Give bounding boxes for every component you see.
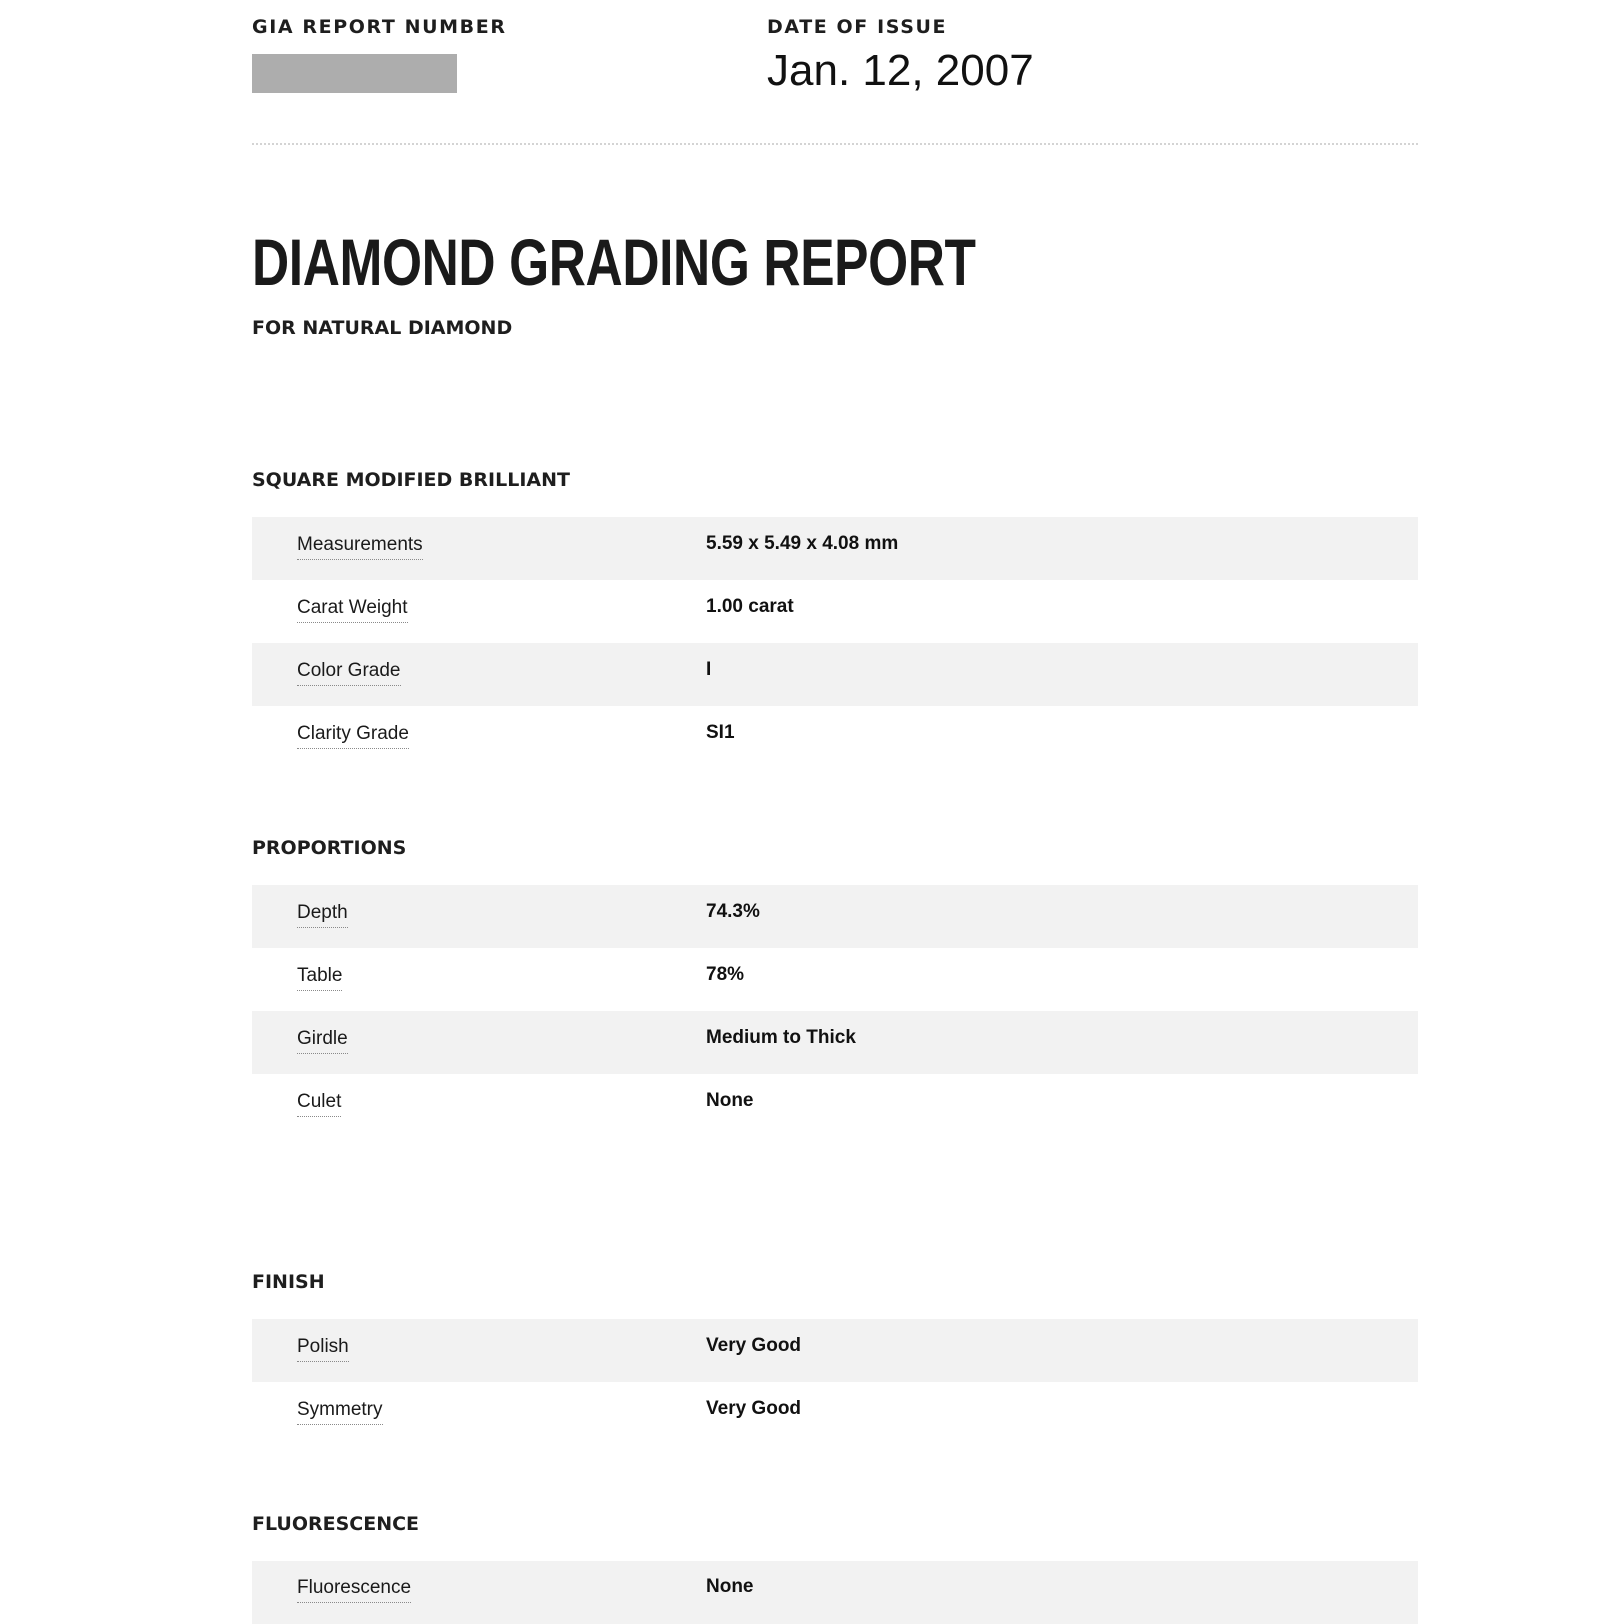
report-page: [252, 0, 1418, 1598]
table-value: 78%: [706, 964, 745, 985]
table-row: [252, 643, 1418, 706]
finish-section-heading: FINISH: [252, 1271, 325, 1293]
report-title: DIAMOND GRADING REPORT: [252, 225, 976, 299]
measurements-label[interactable]: Measurements: [297, 535, 423, 560]
table-row: [252, 1011, 1418, 1074]
date-of-issue-value: Jan. 12, 2007: [767, 46, 1034, 95]
table-row: [252, 706, 1418, 769]
table-row: [252, 1561, 1418, 1624]
date-of-issue-block: [767, 16, 1034, 96]
culet-label[interactable]: Culet: [297, 1092, 341, 1117]
table-row: [252, 1074, 1418, 1137]
girdle-label[interactable]: Girdle: [297, 1029, 348, 1054]
polish-label[interactable]: Polish: [297, 1337, 349, 1362]
report-subtitle: FOR NATURAL DIAMOND: [252, 317, 513, 339]
depth-value: 74.3%: [706, 901, 760, 922]
date-of-issue-label: DATE OF ISSUE: [767, 16, 948, 38]
report-number-block: [252, 16, 507, 93]
fluorescence-section-table: [252, 1561, 1418, 1624]
carat-weight-label[interactable]: Carat Weight: [297, 598, 408, 623]
symmetry-label[interactable]: Symmetry: [297, 1400, 383, 1425]
symmetry-value: Very Good: [706, 1398, 802, 1419]
clarity-grade-label[interactable]: Clarity Grade: [297, 724, 409, 749]
report-number-redaction: [252, 54, 457, 93]
fluorescence-section-heading: FLUORESCENCE: [252, 1513, 420, 1535]
girdle-value: Medium to Thick: [706, 1027, 856, 1048]
measurements-value: 5.59 x 5.49 x 4.08 mm: [706, 533, 899, 554]
table-label[interactable]: Table: [297, 966, 342, 991]
table-row: [252, 580, 1418, 643]
shape-section-heading: SQUARE MODIFIED BRILLIANT: [252, 469, 570, 491]
depth-label[interactable]: Depth: [297, 903, 348, 928]
color-grade-label[interactable]: Color Grade: [297, 661, 401, 686]
table-row: [252, 1319, 1418, 1382]
finish-section-table: [252, 1319, 1418, 1445]
report-header: [252, 0, 1418, 145]
fluorescence-label[interactable]: Fluorescence: [297, 1578, 411, 1603]
clarity-grade-value: SI1: [706, 722, 735, 743]
shape-section-table: [252, 517, 1418, 769]
table-row: [252, 517, 1418, 580]
proportions-section-table: [252, 885, 1418, 1137]
proportions-section-heading: PROPORTIONS: [252, 837, 407, 859]
table-row: [252, 948, 1418, 1011]
fluorescence-value: None: [706, 1576, 754, 1597]
polish-value: Very Good: [706, 1335, 802, 1356]
report-number-label: GIA REPORT NUMBER: [252, 16, 507, 38]
table-row: [252, 885, 1418, 948]
table-row: [252, 1382, 1418, 1445]
color-grade-value: I: [706, 659, 712, 680]
culet-value: None: [706, 1090, 754, 1111]
carat-weight-value: 1.00 carat: [706, 596, 794, 617]
